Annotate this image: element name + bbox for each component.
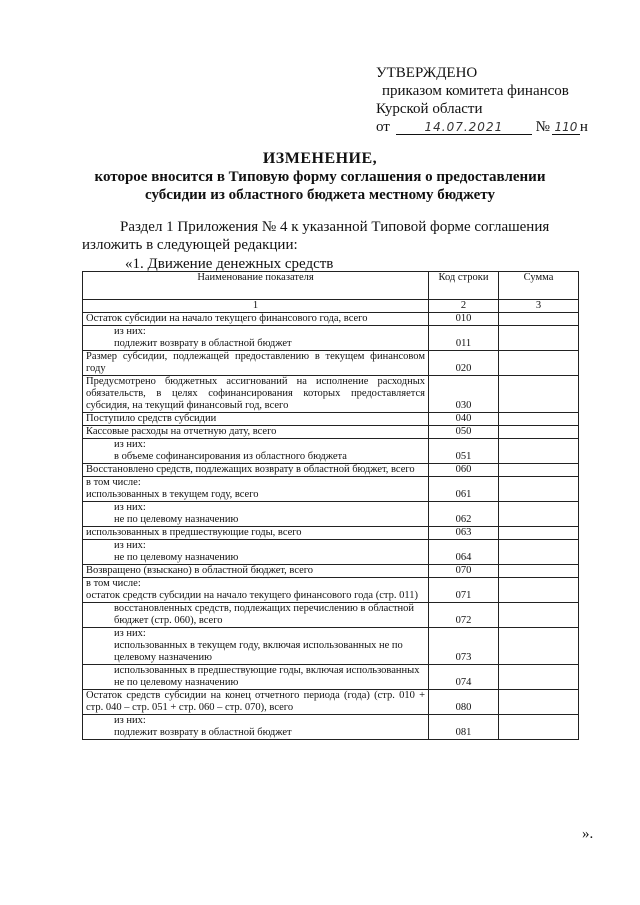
indicator-line: остаток средств субсидии на начало текущего финансового года (стр. 011) xyxy=(86,590,418,601)
row-code: 030 xyxy=(429,376,499,413)
indicator-line: из них: xyxy=(114,502,146,513)
cash-flow-table xyxy=(82,271,579,740)
table-row xyxy=(83,413,579,426)
indicator-line: в том числе: xyxy=(86,578,141,589)
indicator-line: Восстановлено средств, подлежащих возврату в областной бюджет, всего xyxy=(86,464,415,475)
table-row xyxy=(83,439,579,464)
header-code: Код строки xyxy=(429,272,499,300)
table-row xyxy=(83,477,579,502)
table-header-row xyxy=(83,272,579,300)
indicator-name xyxy=(83,578,429,603)
indicator-name xyxy=(83,715,429,740)
indicator-line: использованных в предшествующие годы, всего xyxy=(86,527,302,538)
indicator-name xyxy=(83,665,429,690)
intro-line-2: изложить в следующей редакции: xyxy=(82,237,298,253)
row-code: 011 xyxy=(429,326,499,351)
indicator-line: из них: xyxy=(114,628,146,639)
row-code: 072 xyxy=(429,603,499,628)
row-code: 071 xyxy=(429,578,499,603)
row-sum xyxy=(499,715,579,740)
indicator-name xyxy=(83,502,429,527)
indicator-name xyxy=(83,326,429,351)
indicator-name xyxy=(83,439,429,464)
indicator-line: из них: xyxy=(114,715,146,726)
approval-order: приказом комитета финансов xyxy=(382,83,569,99)
indicator-name xyxy=(83,527,429,540)
row-code: 050 xyxy=(429,426,499,439)
header-name: Наименование показателя xyxy=(83,272,429,300)
handwritten-number: 110 xyxy=(552,120,580,135)
indicator-line: Кассовые расходы на отчетную дату, всего xyxy=(86,426,277,437)
row-code: 074 xyxy=(429,665,499,690)
number-label: № xyxy=(535,119,550,135)
row-code: 060 xyxy=(429,464,499,477)
indicator-name xyxy=(83,628,429,665)
indicator-name xyxy=(83,351,429,376)
table-row xyxy=(83,628,579,665)
table-row xyxy=(83,690,579,715)
row-code: 070 xyxy=(429,565,499,578)
from-label: от xyxy=(376,119,390,135)
row-sum xyxy=(499,502,579,527)
row-sum xyxy=(499,527,579,540)
indicator-name xyxy=(83,413,429,426)
indicator-line: из них: xyxy=(114,439,146,450)
section-heading: «1. Движение денежных средств xyxy=(125,256,334,272)
number-suffix: н xyxy=(579,119,588,135)
indicator-line: использованных в предшествующие годы, включая использованных не по целевому назначению xyxy=(114,665,420,688)
table-row xyxy=(83,426,579,439)
indicator-name xyxy=(83,565,429,578)
row-code: 010 xyxy=(429,313,499,326)
indicator-line: в том числе: xyxy=(86,477,141,488)
row-sum xyxy=(499,439,579,464)
row-sum xyxy=(499,413,579,426)
row-sum xyxy=(499,690,579,715)
approval-word: УТВЕРЖДЕНО xyxy=(376,65,478,81)
indicator-line: Поступило средств субсидии xyxy=(86,413,217,424)
row-sum xyxy=(499,326,579,351)
row-sum xyxy=(499,628,579,665)
row-code: 061 xyxy=(429,477,499,502)
row-sum xyxy=(499,376,579,413)
row-code: 064 xyxy=(429,540,499,565)
indicator-line: использованных в текущем году, всего xyxy=(86,489,259,500)
table-row xyxy=(83,464,579,477)
table-row xyxy=(83,313,579,326)
indicator-line: подлежит возврату в областной бюджет xyxy=(114,338,292,349)
col-number-3: 3 xyxy=(499,300,579,313)
indicator-line: в объеме софинансирования из областного бюджета xyxy=(114,451,347,462)
indicator-line: использованных в текущем году, включая использованных не по целевому назначению xyxy=(114,640,403,663)
indicator-name xyxy=(83,313,429,326)
row-sum xyxy=(499,603,579,628)
indicator-name xyxy=(83,540,429,565)
intro-line-1: Раздел 1 Приложения № 4 к указанной Типовой форме соглашения xyxy=(120,219,550,235)
row-sum xyxy=(499,665,579,690)
table-row xyxy=(83,578,579,603)
indicator-name xyxy=(83,690,429,715)
row-code: 062 xyxy=(429,502,499,527)
indicator-line: подлежит возврату в областной бюджет xyxy=(114,727,292,738)
indicator-line: Остаток субсидии на начало текущего финансового года, всего xyxy=(86,313,368,324)
handwritten-date: 14.07.2021 xyxy=(396,120,532,135)
header-sum: Сумма xyxy=(499,272,579,300)
document-title xyxy=(0,150,640,204)
table-row xyxy=(83,376,579,413)
approval-block xyxy=(376,64,626,136)
indicator-name xyxy=(83,603,429,628)
row-code: 073 xyxy=(429,628,499,665)
approval-region: Курской области xyxy=(376,101,483,117)
indicator-line: не по целевому назначению xyxy=(114,552,239,563)
row-sum xyxy=(499,351,579,376)
approval-date-line xyxy=(376,118,626,136)
table-row xyxy=(83,665,579,690)
col-number-2: 2 xyxy=(429,300,499,313)
col-number-1: 1 xyxy=(83,300,429,313)
row-code: 081 xyxy=(429,715,499,740)
indicator-line: Предусмотрено бюджетных ассигнований на исполнение расходных обязательств, в целях софинансирования которых предоставляется субсидия, на текущий финансовый год, всего xyxy=(86,376,425,411)
indicator-line: из них: xyxy=(114,540,146,551)
closing-mark: ». xyxy=(582,826,594,842)
indicator-line: Размер субсидии, подлежащей предоставлению в текущем финансовом году xyxy=(86,351,425,374)
row-sum xyxy=(499,477,579,502)
table-row xyxy=(83,351,579,376)
indicator-line: Возвращено (взыскано) в областной бюджет, всего xyxy=(86,565,314,576)
table-row xyxy=(83,540,579,565)
intro-paragraph xyxy=(82,218,576,254)
table-body xyxy=(83,313,579,740)
row-code: 040 xyxy=(429,413,499,426)
row-sum xyxy=(499,565,579,578)
table-row xyxy=(83,502,579,527)
title-line-2: которое вносится в Типовую форму соглашения о предоставлении xyxy=(94,169,546,185)
row-code: 020 xyxy=(429,351,499,376)
row-sum xyxy=(499,540,579,565)
indicator-name xyxy=(83,464,429,477)
indicator-name xyxy=(83,376,429,413)
table-row xyxy=(83,715,579,740)
row-code: 080 xyxy=(429,690,499,715)
title-main: ИЗМЕНЕНИЕ, xyxy=(262,150,378,167)
table-row xyxy=(83,565,579,578)
title-line-3: субсидии из областного бюджета местному бюджету xyxy=(145,187,495,203)
indicator-line: из них: xyxy=(114,326,146,337)
table-row xyxy=(83,326,579,351)
table-row xyxy=(83,603,579,628)
table-row xyxy=(83,527,579,540)
row-sum xyxy=(499,578,579,603)
indicator-name xyxy=(83,426,429,439)
row-sum xyxy=(499,426,579,439)
indicator-line: не по целевому назначению xyxy=(114,514,239,525)
row-sum xyxy=(499,313,579,326)
column-number-row xyxy=(83,300,579,313)
indicator-line: восстановленных средств, подлежащих перечислению в областной бюджет (стр. 060), всего xyxy=(114,603,415,626)
indicator-line: Остаток средств субсидии на конец отчетного периода (года) (стр. 010 + стр. 040 – стр. 051 + стр. 060 – стр. 070), всего xyxy=(86,690,425,713)
row-sum xyxy=(499,464,579,477)
row-code: 051 xyxy=(429,439,499,464)
indicator-name xyxy=(83,477,429,502)
row-code: 063 xyxy=(429,527,499,540)
